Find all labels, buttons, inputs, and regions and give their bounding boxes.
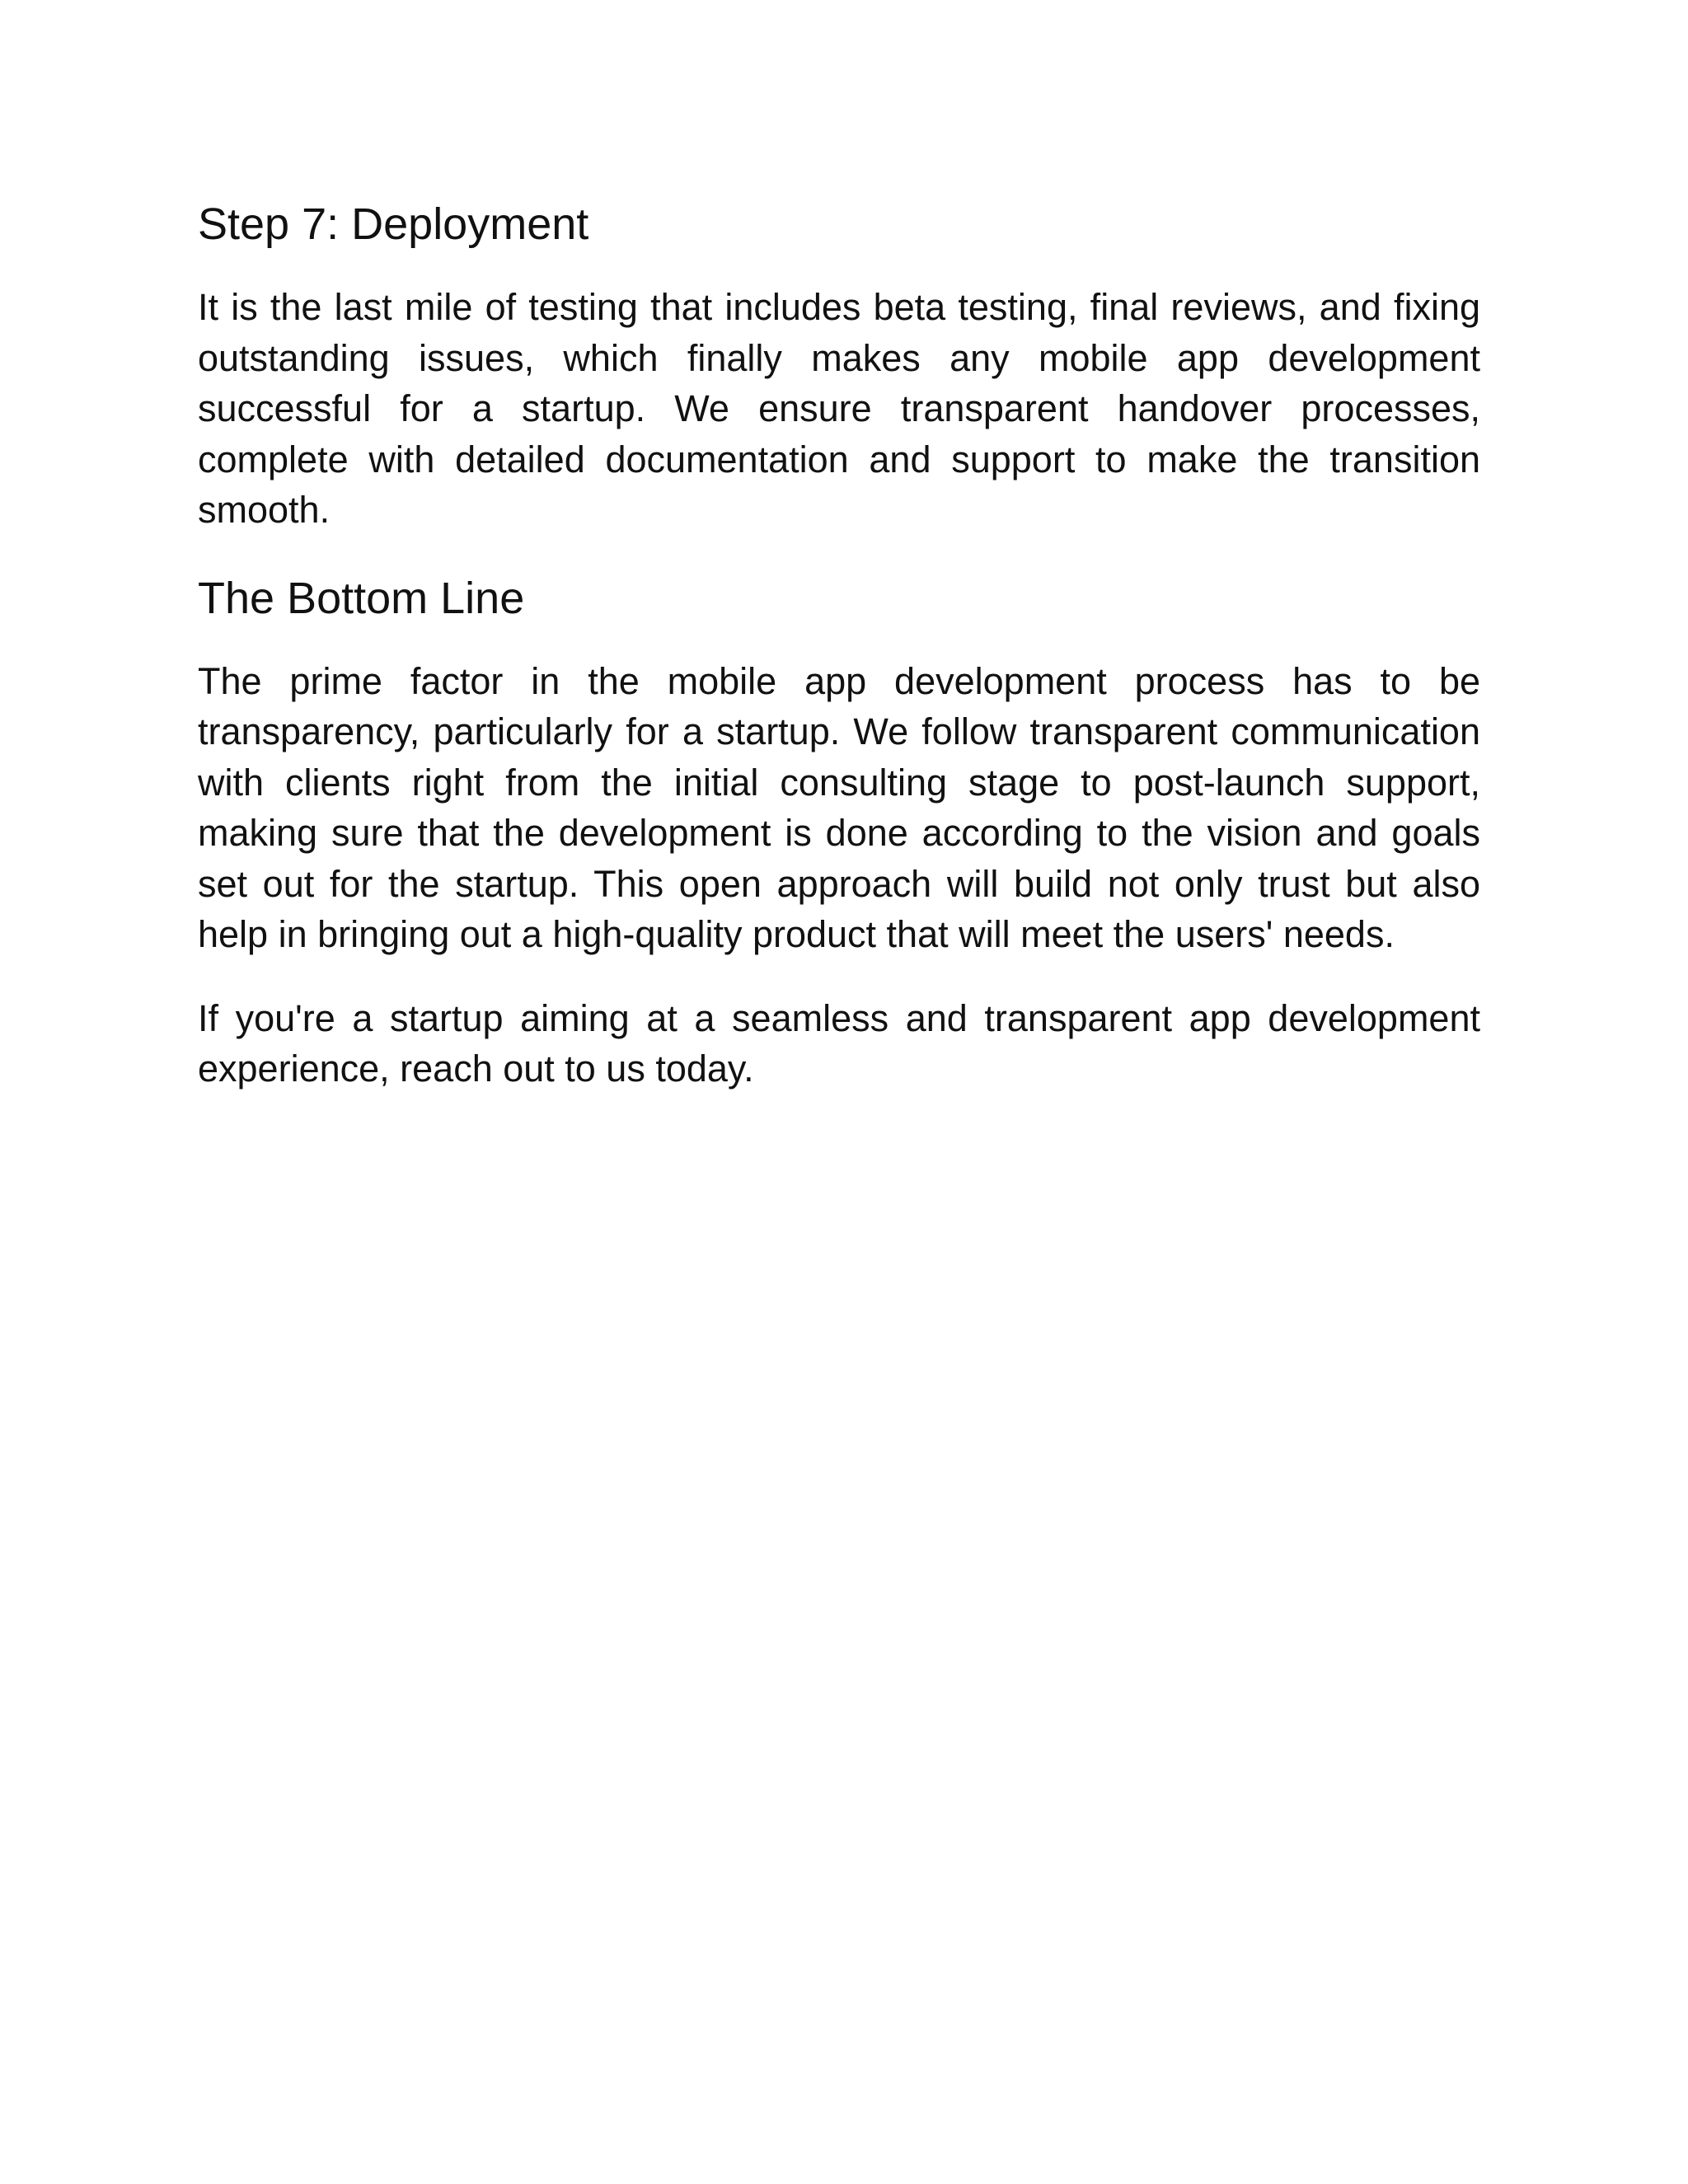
document-content <box>198 194 1480 1094</box>
paragraph-call-to-action: If you're a startup aiming at a seamless and transparent app development experience, reach out to us today. <box>198 996 1480 1090</box>
section-heading-deployment: Step 7: Deployment <box>198 199 589 249</box>
paragraph-deployment: It is the last mile of testing that includes beta testing, final reviews, and fixing outstanding issues, which finally makes any mobile app development successful for a startup. We ensure transparent handover processes, complete with detailed documentation and support to make the transition smooth. <box>198 286 1480 531</box>
paragraph-bottom-line: The prime factor in the mobile app development process has to be transparency, particularly for a startup. We follow transparent communication with clients right from the initial consulting stage to post-launch support, making sure that the development is done according to the vision and goals set out for the startup. This open approach will build not only trust but also help in bringing out a high-quality product that will meet the users' needs. <box>198 659 1480 955</box>
section-heading-bottom-line: The Bottom Line <box>198 573 525 623</box>
